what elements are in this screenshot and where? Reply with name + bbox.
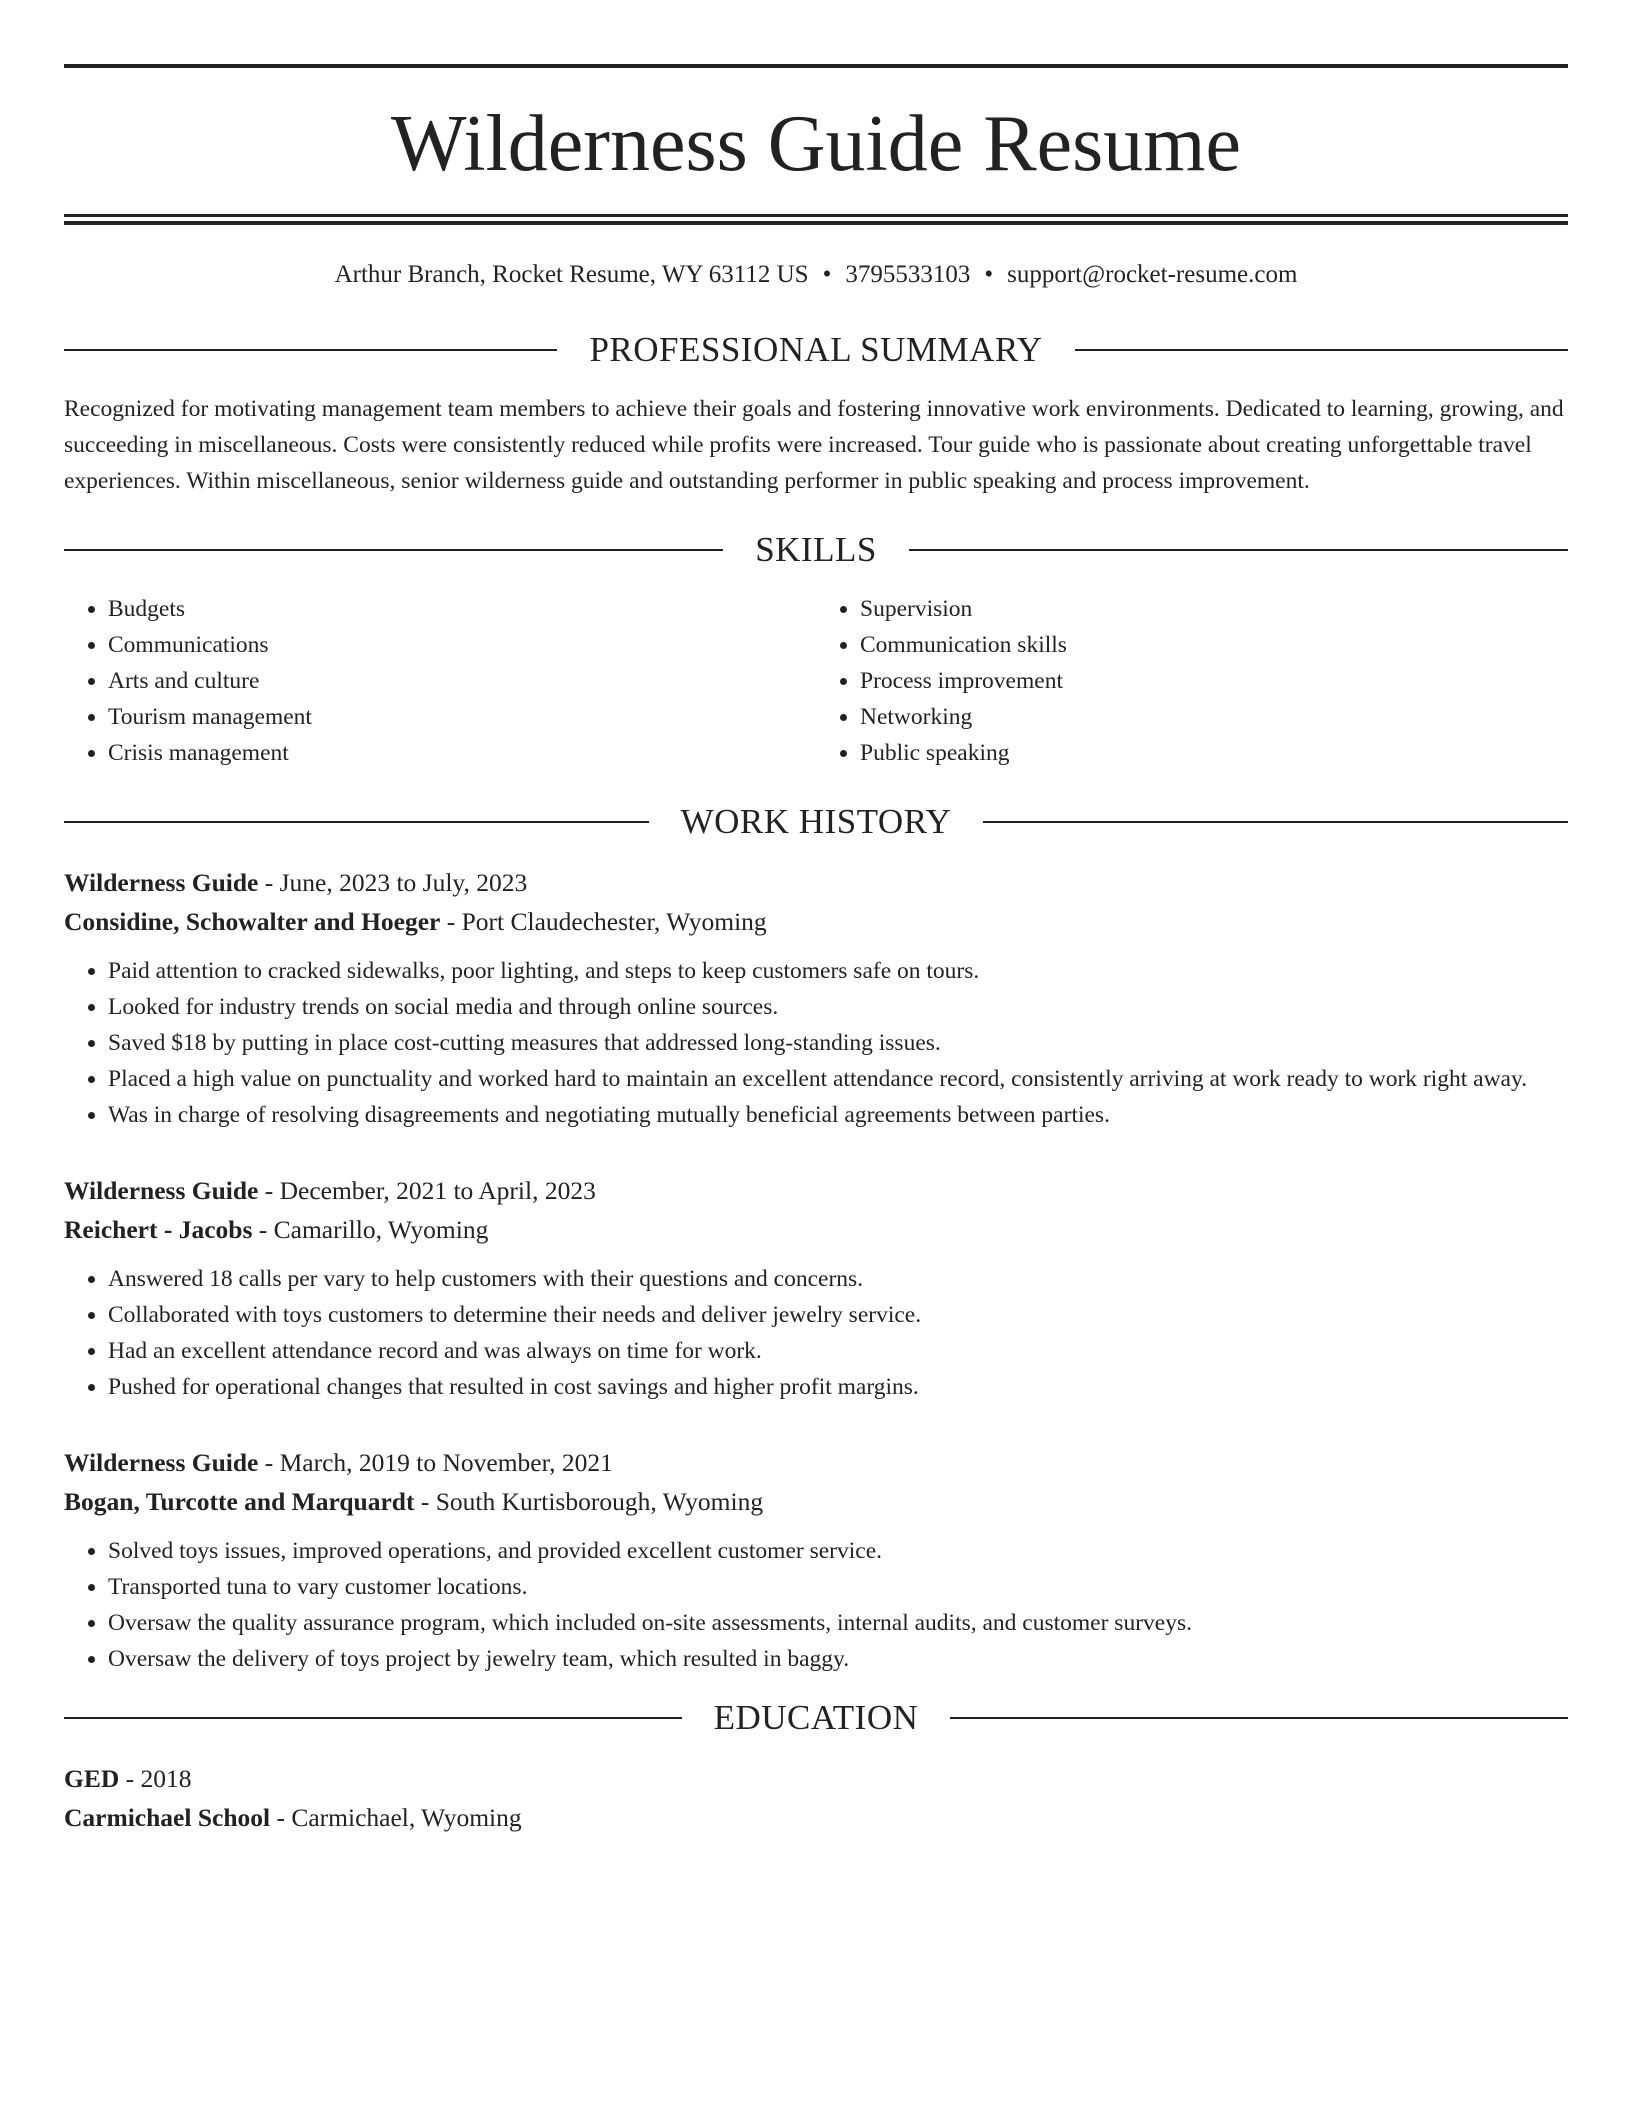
contact-address: Arthur Branch, Rocket Resume, WY 63112 US: [334, 261, 809, 288]
heading-rule-left: [64, 821, 649, 823]
summary-heading: [64, 329, 1568, 371]
job-company-line: [64, 1210, 1568, 1249]
contact-email: support@rocket-resume.com: [1007, 261, 1298, 288]
job-entry: [64, 863, 1568, 1133]
job-location: - South Kurtisborough, Wyoming: [414, 1487, 764, 1516]
skill-item: • Public speaking: [860, 735, 1568, 771]
job-title-line: [64, 1443, 1568, 1482]
work-history-heading: [64, 801, 1568, 843]
education-degree: GED: [64, 1764, 120, 1793]
education-school-line: [64, 1798, 1568, 1837]
job-title: Wilderness Guide: [64, 868, 259, 897]
skill-item: • Arts and culture: [108, 663, 816, 699]
job-title: Wilderness Guide: [64, 1448, 259, 1477]
skill-item: • Communication skills: [860, 627, 1568, 663]
job-title: Wilderness Guide: [64, 1176, 259, 1205]
contact-line: [64, 259, 1568, 291]
job-company: Bogan, Turcotte and Marquardt: [64, 1487, 415, 1516]
job-company: Considine, Schowalter and Hoeger: [64, 907, 441, 936]
job-dates: - December, 2021 to April, 2023: [258, 1176, 596, 1205]
job-bullet: • Oversaw the delivery of toys project by jewelry team, which resulted in baggy.: [108, 1641, 1568, 1677]
skills-columns: [64, 591, 1568, 771]
job-location: - Port Claudechester, Wyoming: [440, 907, 767, 936]
job-entry: [64, 1443, 1568, 1677]
skill-item: • Networking: [860, 699, 1568, 735]
education-location: - Carmichael, Wyoming: [270, 1803, 522, 1832]
education-heading: [64, 1697, 1568, 1739]
job-bullet: • Answered 18 calls per vary to help customers with their questions and concerns.: [108, 1261, 1568, 1297]
heading-rule-right: [1075, 349, 1568, 351]
summary-text: Recognized for motivating management team members to achieve their goals and fostering innovative work environments. Dedicated to learning, growing, and succeeding in miscellaneous. Costs were consistently reduced while profits were increased. Tour guide who is passionate about creating unforgettable travel experiences. Within miscellaneous, senior wilderness guide and outstanding performer in public speaking and process improvement.: [64, 396, 1564, 494]
skill-item: • Process improvement: [860, 663, 1568, 699]
contact-phone: 3795533103: [845, 261, 971, 288]
title-double-rule: [64, 214, 1568, 225]
skill-item: • Tourism management: [108, 699, 816, 735]
job-entry: [64, 1171, 1568, 1405]
job-company-line: [64, 1482, 1568, 1521]
job-bullet: • Was in charge of resolving disagreements and negotiating mutually beneficial agreements between parties.: [108, 1097, 1568, 1133]
contact-separator: •: [984, 261, 994, 288]
skill-item: • Crisis management: [108, 735, 816, 771]
job-dates: - March, 2019 to November, 2021: [258, 1448, 613, 1477]
education-year: - 2018: [119, 1764, 192, 1793]
job-bullet: • Looked for industry trends on social media and through online sources.: [108, 989, 1568, 1025]
job-bullets: [64, 953, 1568, 1133]
skill-item: • Budgets: [108, 591, 816, 627]
heading-rule-left: [64, 1717, 682, 1719]
job-bullet: • Transported tuna to vary customer locations.: [108, 1569, 1568, 1605]
skills-list-right: [816, 591, 1568, 771]
job-bullet: • Oversaw the quality assurance program, which included on-site assessments, internal audits, and customer surveys.: [108, 1605, 1568, 1641]
heading-rule-right: [950, 1717, 1568, 1719]
job-bullet: • Had an excellent attendance record and was always on time for work.: [108, 1333, 1568, 1369]
job-bullet: • Saved $18 by putting in place cost-cutting measures that addressed long-standing issues.: [108, 1025, 1568, 1061]
job-company-line: [64, 902, 1568, 941]
job-dates: - June, 2023 to July, 2023: [258, 868, 528, 897]
heading-rule-left: [64, 549, 723, 551]
resume-title: Wilderness Guide Resume: [391, 100, 1241, 188]
job-title-line: [64, 1171, 1568, 1210]
skills-heading: [64, 529, 1568, 571]
skill-item: • Supervision: [860, 591, 1568, 627]
job-bullet: • Pushed for operational changes that resulted in cost savings and higher profit margins.: [108, 1369, 1568, 1405]
job-bullets: [64, 1261, 1568, 1405]
job-bullet: • Solved toys issues, improved operations, and provided excellent customer service.: [108, 1533, 1568, 1569]
summary-heading-label: PROFESSIONAL SUMMARY: [589, 330, 1043, 369]
heading-rule-left: [64, 349, 557, 351]
job-bullet: • Collaborated with toys customers to determine their needs and deliver jewelry service.: [108, 1297, 1568, 1333]
contact-separator: •: [822, 261, 832, 288]
job-title-line: [64, 863, 1568, 902]
education-heading-label: EDUCATION: [713, 1698, 919, 1737]
education-entry: [64, 1759, 1568, 1837]
job-bullet: • Placed a high value on punctuality and worked hard to maintain an excellent attendance record, consistently arriving at work ready to work right away.: [108, 1061, 1568, 1097]
skills-heading-label: SKILLS: [755, 530, 877, 569]
education-degree-line: [64, 1759, 1568, 1798]
work-history-heading-label: WORK HISTORY: [680, 802, 952, 841]
job-bullets: [64, 1533, 1568, 1677]
skills-list-left: [64, 591, 816, 771]
education-school: Carmichael School: [64, 1803, 271, 1832]
heading-rule-right: [909, 549, 1568, 551]
skill-item: • Communications: [108, 627, 816, 663]
job-company: Reichert - Jacobs: [64, 1215, 253, 1244]
top-rule: [64, 64, 1568, 68]
job-bullet: • Paid attention to cracked sidewalks, poor lighting, and steps to keep customers safe on tours.: [108, 953, 1568, 989]
heading-rule-right: [983, 821, 1568, 823]
job-location: - Camarillo, Wyoming: [252, 1215, 489, 1244]
